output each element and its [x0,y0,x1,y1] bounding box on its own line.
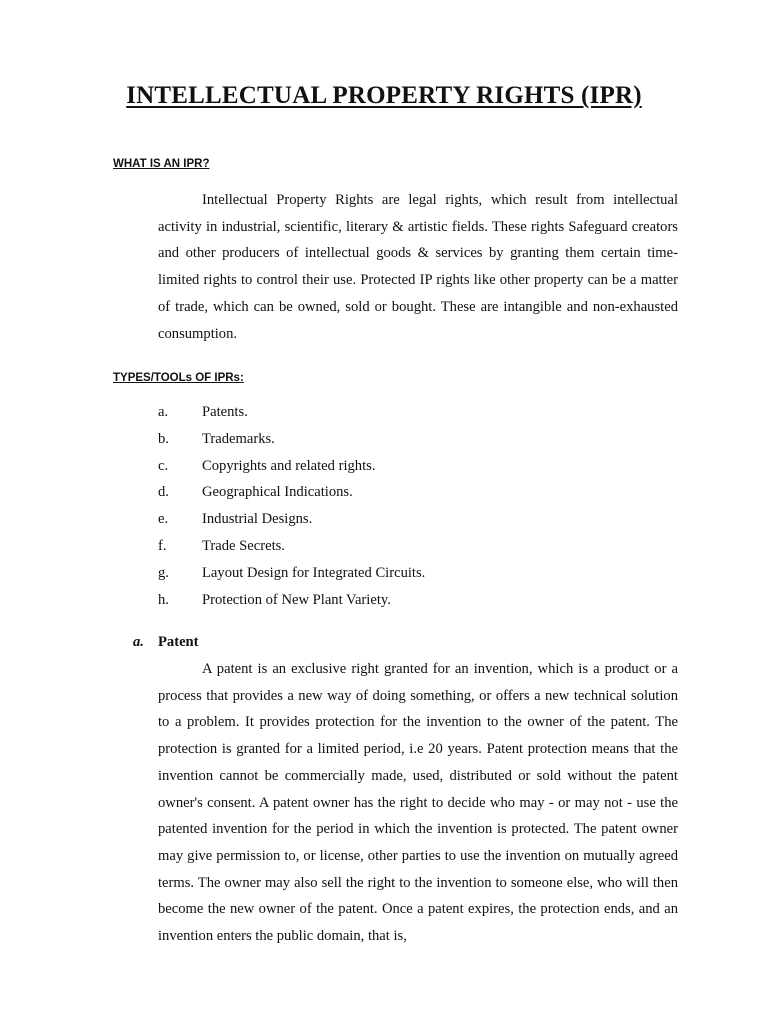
list-marker: d. [158,484,169,501]
list-item-trademarks [158,426,425,453]
what-is-ipr-paragraph [158,187,678,347]
list-item-label: Trade Secrets. [202,537,285,554]
list-item-label: Geographical Indications. [202,484,353,501]
list-item-label: Industrial Designs. [202,511,313,528]
list-marker: g. [158,564,169,581]
list-item-label: Copyrights and related rights. [202,457,376,474]
list-marker: e. [158,511,169,528]
list-item-layout-design [158,560,425,587]
list-item-label: Patents. [202,404,248,420]
types-of-iprs-heading: TYPES/TOOLs OF IPRs: [113,372,244,384]
list-item-plant-variety [158,587,425,614]
page-title: INTELLECTUAL PROPERTY RIGHTS (IPR) [126,82,642,109]
list-marker: h. [158,591,169,608]
list-marker: a. [158,404,169,420]
list-item-trade-secrets [158,533,425,560]
what-is-ipr-text: Intellectual Property Rights are legal rights, which result from intellectual activity in industrial, scientific, literary & artistic fields. These rights Safeguard creators and other producers of intellectual goods & services by granting them certain time-limited rights to control their use. Protected IP rights like other property can be a matter of trade, which can be owned, sold or bought. These are intangible and non-exhausted consumption. [158,192,678,342]
list-marker: b. [158,430,169,447]
list-item-label: Trademarks. [202,430,275,447]
list-item-copyrights [158,453,425,480]
patent-heading-label: Patent [158,634,199,650]
list-marker: c. [158,457,169,474]
list-item-industrial-designs [158,506,425,533]
list-item-label: Layout Design for Integrated Circuits. [202,564,426,581]
types-list [158,399,425,613]
list-item-geographical-indications [158,479,425,506]
patent-paragraph [158,656,678,950]
what-is-ipr-heading: WHAT IS AN IPR? [113,158,210,170]
patent-heading [133,634,199,651]
patent-heading-letter: a. [133,634,144,650]
patent-text: A patent is an exclusive right granted for an invention, which is a product or a process that provides a new way of doing something, or offers a new technical solution to a problem. It provides protection for the invention to the owner of the patent. The protection is granted for a limited period, i.e 20 years. Patent protection means that the invention cannot be commercially made, used, distributed or sold without the patent owner's consent. A patent owner has the right to decide who may - or may not - use the patented invention for the period in which the invention is protected. The patent owner may give permission to, or license, other parties to use the invention on mutually agreed terms. The owner may also sell the right to the invention to someone else, who will then become the new owner of the patent. Once a patent expires, the protection ends, and an invention enters the public domain, that is, [158,661,678,945]
list-item-label: Protection of New Plant Variety. [202,591,391,608]
list-item-patents [158,399,425,426]
list-marker: f. [158,537,167,554]
